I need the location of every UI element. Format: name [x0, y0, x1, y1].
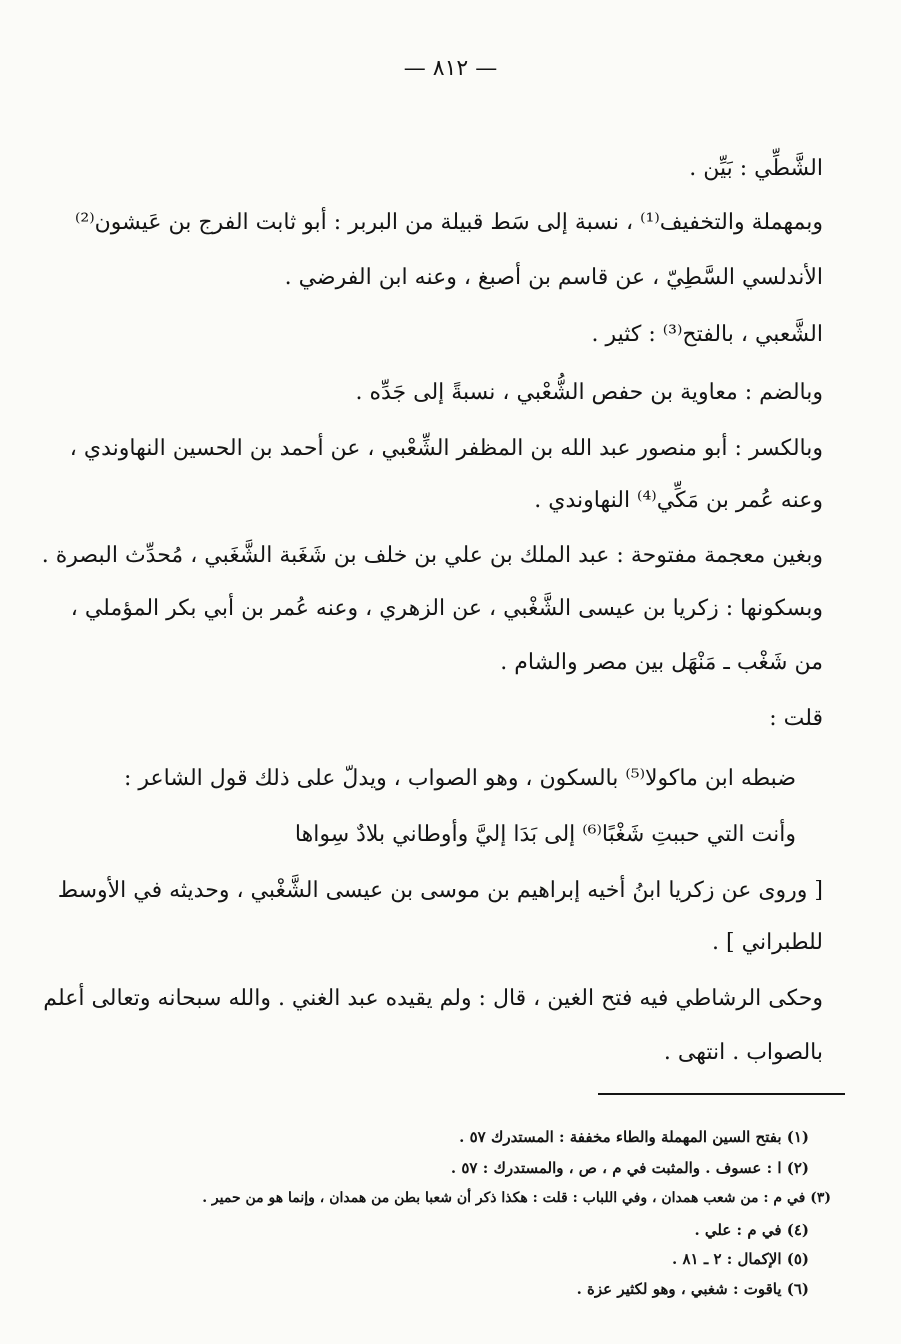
text-line: بالصواب . انتهى .: [663, 1040, 823, 1065]
text-line: للطبراني ] .: [712, 930, 823, 955]
page-number: — ٨١٢ —: [403, 56, 498, 81]
text-line: [ وروى عن زكريا ابنُ أخيه إبراهيم بن موسى بن عيسى الشَّغْبي ، وحديثه في الأوسط: [57, 878, 823, 903]
text-line: وبمهملة والتخفيف⁽¹⁾ ، نسبة إلى سَط قبيلة من البربر : أبو ثابت الفرج بن عَيشون⁽²⁾: [74, 210, 823, 235]
footnote: (٥) الإكمال : ٢ ـ ٨١ .: [672, 1250, 809, 1268]
text-line: ضبطه ابن ماكولا⁽⁵⁾ بالسكون ، وهو الصواب ، ويدلّ على ذلك قول الشاعر :: [123, 766, 796, 791]
footnote: (٢) ا : عسوف . والمثبت في م ، ص ، والمستدرك : ٥٧ .: [450, 1159, 809, 1177]
text-line: وبغين معجمة مفتوحة : عبد الملك بن علي بن خلف بن شَغَبة الشَّغَبي ، مُحدِّث البصرة .: [41, 543, 823, 568]
footnote: (٤) في م : علي .: [694, 1221, 809, 1239]
text-line: وعنه عُمر بن مَكِّي⁽⁴⁾ النهاوندي .: [534, 488, 823, 513]
footnote-divider: [598, 1093, 845, 1095]
text-line: وبالضم : معاوية بن حفص الشُّعْبي ، نسبةً إلى جَدِّه .: [355, 380, 823, 405]
text-line: وبسكونها : زكريا بن عيسى الشَّغْبي ، عن الزهري ، وعنه عُمر بن أبي بكر المؤملي ،: [70, 596, 823, 621]
poetry-verse: وأنت التي حببتِ شَغْبًا⁽⁶⁾ إلى بَدَا إليَّ وأوطاني بلادٌ سِواها: [294, 822, 796, 847]
text-line: الشَّعبي ، بالفتح⁽³⁾ : كثير .: [591, 322, 823, 347]
text-line: وحكى الرشاطي فيه فتح الغين ، قال : ولم يقيده عبد الغني . والله سبحانه وتعالى أعلم: [43, 986, 823, 1011]
text-line: الشَّطِّي : بَيِّن .: [689, 156, 823, 181]
text-line: وبالكسر : أبو منصور عبد الله بن المظفر الشِّعْبي ، عن أحمد بن الحسين النهاوندي ،: [69, 436, 823, 461]
text-line: قلت :: [769, 706, 823, 731]
text-line: من شَغْب ـ مَنْهَل بين مصر والشام .: [500, 650, 823, 675]
footnote: (٦) ياقوت : شغبي ، وهو لكثير عزة .: [576, 1280, 809, 1298]
text-line: الأندلسي السَّطِيّ ، عن قاسم بن أصبغ ، وعنه ابن الفرضي .: [284, 265, 823, 290]
footnote: (١) بفتح السين المهملة والطاء مخففة : المستدرك ٥٧ .: [459, 1128, 809, 1146]
footnote: (٣) في م : من شعب همدان ، وفي اللباب : قلت : هكذا ذكر أن شعبا بطن من همدان ، وإنما هو من حمير .: [202, 1190, 831, 1206]
